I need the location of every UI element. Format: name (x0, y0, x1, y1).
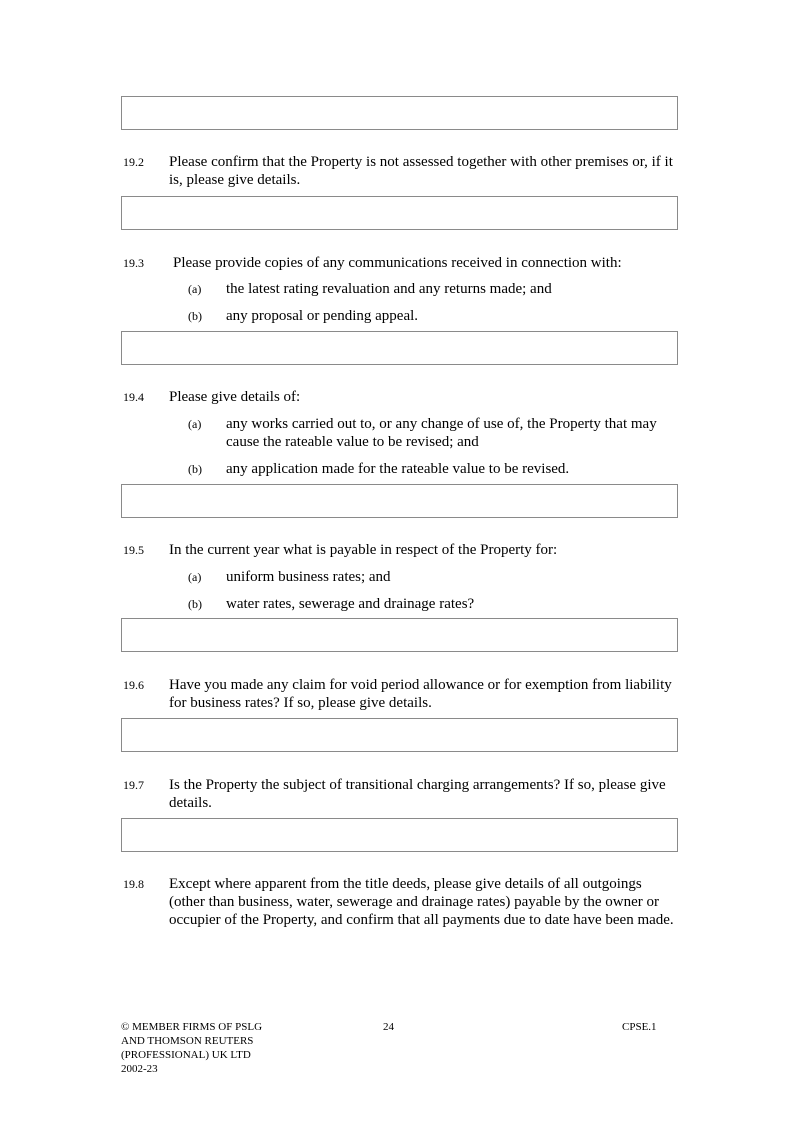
question-number: 19.7 (123, 778, 144, 792)
sub-item-letter: (b) (188, 597, 202, 611)
sub-item-letter: (a) (188, 282, 202, 296)
sub-item-letter: (a) (188, 570, 202, 584)
sub-item-text: any application made for the rateable value to be revised. (226, 461, 570, 477)
sub-item-text: the latest rating revaluation and any returns made; and (226, 281, 552, 297)
question-text: In the current year what is payable in respect of the Property for: (169, 542, 558, 558)
answer-box-19-3[interactable] (121, 331, 678, 365)
question-text: Please provide copies of any communications received in connection with: (173, 255, 622, 271)
question-text: Please give details of: (169, 389, 301, 405)
answer-box-19-5[interactable] (121, 618, 678, 652)
footer-copyright-line: AND THOMSON REUTERS (121, 1035, 254, 1047)
sub-item-text: uniform business rates; and (226, 569, 391, 585)
sub-item-text: any proposal or pending appeal. (226, 308, 419, 324)
footer-copyright (121, 1020, 262, 1076)
answer-box-19-2[interactable] (121, 196, 678, 230)
sub-item-text: water rates, sewerage and drainage rates? (226, 596, 475, 612)
footer-copyright-line: 2002-23 (121, 1063, 158, 1075)
sub-item-letter: (b) (188, 309, 202, 323)
question-number: 19.4 (123, 390, 144, 404)
question-text: Have you made any claim for void period allowance or for exemption from liability for business rates? If so, please give details. (169, 677, 672, 711)
question-text: Is the Property the subject of transitional charging arrangements? If so, please give details. (169, 777, 666, 811)
page-number: 24 (383, 1021, 394, 1033)
answer-box-19-7[interactable] (121, 818, 678, 852)
question-number: 19.6 (123, 678, 144, 692)
answer-box-19-4[interactable] (121, 484, 678, 518)
sub-item-text: any works carried out to, or any change of use of, the Property that may cause the rateable value to be revised; and (226, 416, 657, 450)
question-text: Except where apparent from the title deeds, please give details of all outgoings (other than business, water, sewerage and drainage rates) payable by the owner or occupier of the Property, and confirm that all payments due to date have been made. (169, 876, 674, 928)
answer-box-19-6[interactable] (121, 718, 678, 752)
doc-code: CPSE.1 (622, 1021, 657, 1033)
question-number: 19.5 (123, 543, 144, 557)
question-text: Please confirm that the Property is not assessed together with other premises or, if it is, please give details. (169, 154, 673, 188)
question-number: 19.8 (123, 877, 144, 891)
answer-box-19-1[interactable] (121, 96, 678, 130)
question-number: 19.2 (123, 155, 144, 169)
footer-copyright-line: (PROFESSIONAL) UK LTD (121, 1049, 251, 1061)
footer-copyright-line: © MEMBER FIRMS OF PSLG (121, 1021, 263, 1033)
sub-item-letter: (b) (188, 462, 202, 476)
sub-item-letter: (a) (188, 417, 202, 431)
question-number: 19.3 (123, 256, 144, 270)
